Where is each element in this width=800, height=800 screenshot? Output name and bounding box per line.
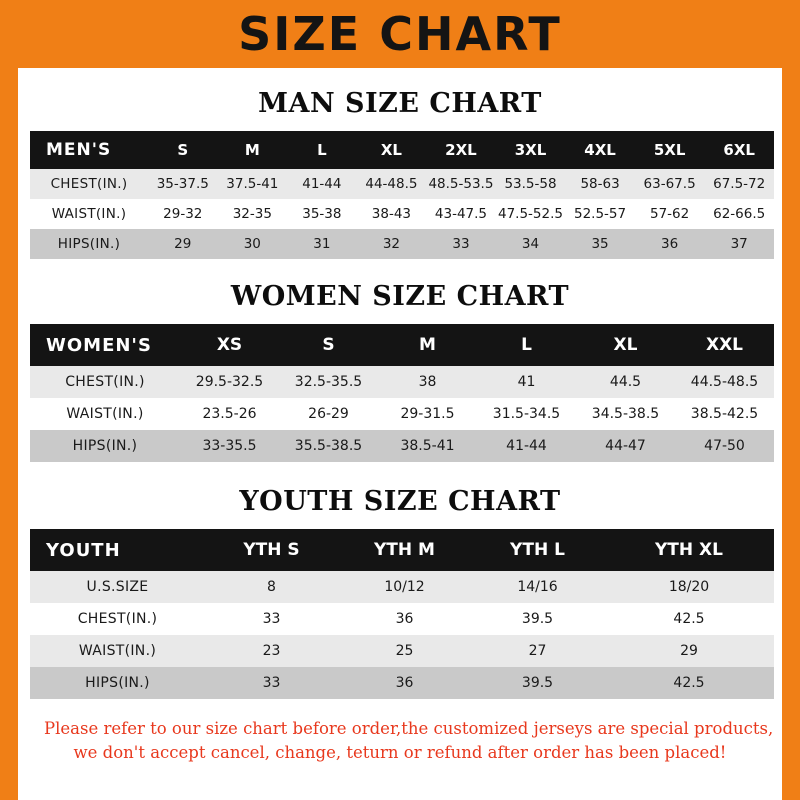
table-cell: 63-67.5 xyxy=(635,169,705,199)
youth-header-cell: YTH M xyxy=(338,529,471,571)
footer-note xyxy=(30,717,774,765)
page-banner xyxy=(0,0,800,68)
row-label: WAIST(IN.) xyxy=(30,398,180,430)
row-label: U.S.SIZE xyxy=(30,571,205,603)
table-cell: 38 xyxy=(378,366,477,398)
table-cell: 35-37.5 xyxy=(148,169,218,199)
table-cell: 32.5-35.5 xyxy=(279,366,378,398)
table-row xyxy=(30,366,774,398)
table-cell: 35-38 xyxy=(287,199,357,229)
table-cell: 37.5-41 xyxy=(218,169,288,199)
table-cell: 31 xyxy=(287,229,357,259)
youth-header-cell: YTH XL xyxy=(604,529,774,571)
man-header-cell: M xyxy=(218,131,288,169)
table-cell: 67.5-72 xyxy=(704,169,774,199)
table-cell: 34.5-38.5 xyxy=(576,398,675,430)
table-cell: 41 xyxy=(477,366,576,398)
table-cell: 62-66.5 xyxy=(704,199,774,229)
table-cell: 29-31.5 xyxy=(378,398,477,430)
women-header-cell: XXL xyxy=(675,324,774,366)
row-label: WAIST(IN.) xyxy=(30,199,148,229)
table-cell: 29 xyxy=(604,635,774,667)
table-cell: 35.5-38.5 xyxy=(279,430,378,462)
table-cell: 32-35 xyxy=(218,199,288,229)
women-section-title: WOMEN SIZE CHART xyxy=(230,281,570,312)
man-section-title: MAN SIZE CHART xyxy=(258,88,542,119)
table-cell: 44.5-48.5 xyxy=(675,366,774,398)
table-cell: 34 xyxy=(496,229,566,259)
table-cell: 38.5-41 xyxy=(378,430,477,462)
table-cell: 47.5-52.5 xyxy=(496,199,566,229)
man-header-cell: S xyxy=(148,131,218,169)
table-cell: 35 xyxy=(565,229,635,259)
table-cell: 23 xyxy=(205,635,338,667)
table-row xyxy=(30,603,774,635)
table-cell: 36 xyxy=(635,229,705,259)
women-size-table xyxy=(30,324,774,462)
table-cell: 38-43 xyxy=(357,199,427,229)
table-cell: 43-47.5 xyxy=(426,199,496,229)
table-cell: 14/16 xyxy=(471,571,604,603)
table-row xyxy=(30,667,774,699)
table-cell: 36 xyxy=(338,603,471,635)
man-header-cell: 5XL xyxy=(635,131,705,169)
table-row xyxy=(30,398,774,430)
youth-header-cell: YTH S xyxy=(205,529,338,571)
table-cell: 8 xyxy=(205,571,338,603)
row-label: HIPS(IN.) xyxy=(30,667,205,699)
man-header-cell: L xyxy=(287,131,357,169)
table-cell: 36 xyxy=(338,667,471,699)
table-cell: 29.5-32.5 xyxy=(180,366,279,398)
table-cell: 23.5-26 xyxy=(180,398,279,430)
footer-note-line-1: Please refer to our size chart before order,the customized jerseys are special products, xyxy=(44,719,774,738)
table-cell: 33-35.5 xyxy=(180,430,279,462)
table-cell: 58-63 xyxy=(565,169,635,199)
table-row xyxy=(30,430,774,462)
man-header-cell: 2XL xyxy=(426,131,496,169)
table-cell: 32 xyxy=(357,229,427,259)
women-header-cell: S xyxy=(279,324,378,366)
row-label: CHEST(IN.) xyxy=(30,169,148,199)
table-cell: 42.5 xyxy=(604,667,774,699)
women-header-cell: WOMEN'S xyxy=(30,324,180,366)
table-row xyxy=(30,571,774,603)
table-row xyxy=(30,199,774,229)
table-cell: 39.5 xyxy=(471,603,604,635)
table-cell: 37 xyxy=(704,229,774,259)
table-cell: 18/20 xyxy=(604,571,774,603)
women-header-cell: L xyxy=(477,324,576,366)
youth-header-cell: YOUTH xyxy=(30,529,205,571)
table-cell: 33 xyxy=(205,603,338,635)
youth-table-header-row xyxy=(30,529,774,571)
table-cell: 52.5-57 xyxy=(565,199,635,229)
table-cell: 42.5 xyxy=(604,603,774,635)
youth-section-title: YOUTH SIZE CHART xyxy=(239,486,561,517)
man-size-table xyxy=(30,131,774,259)
row-label: CHEST(IN.) xyxy=(30,603,205,635)
table-cell: 25 xyxy=(338,635,471,667)
man-header-cell: 3XL xyxy=(496,131,566,169)
table-cell: 30 xyxy=(218,229,288,259)
table-cell: 44-47 xyxy=(576,430,675,462)
man-header-cell: 6XL xyxy=(704,131,774,169)
table-cell: 47-50 xyxy=(675,430,774,462)
women-header-cell: M xyxy=(378,324,477,366)
table-cell: 48.5-53.5 xyxy=(426,169,496,199)
table-cell: 29 xyxy=(148,229,218,259)
table-cell: 41-44 xyxy=(477,430,576,462)
man-header-cell: 4XL xyxy=(565,131,635,169)
table-cell: 57-62 xyxy=(635,199,705,229)
table-cell: 27 xyxy=(471,635,604,667)
row-label: HIPS(IN.) xyxy=(30,430,180,462)
table-cell: 44.5 xyxy=(576,366,675,398)
youth-size-table xyxy=(30,529,774,699)
table-row xyxy=(30,229,774,259)
table-cell: 33 xyxy=(205,667,338,699)
row-label: WAIST(IN.) xyxy=(30,635,205,667)
man-table-header-row xyxy=(30,131,774,169)
women-header-cell: XS xyxy=(180,324,279,366)
row-label: CHEST(IN.) xyxy=(30,366,180,398)
table-cell: 39.5 xyxy=(471,667,604,699)
table-cell: 38.5-42.5 xyxy=(675,398,774,430)
table-cell: 53.5-58 xyxy=(496,169,566,199)
table-row xyxy=(30,169,774,199)
chart-content xyxy=(18,88,782,765)
man-header-cell: XL xyxy=(357,131,427,169)
table-cell: 10/12 xyxy=(338,571,471,603)
table-cell: 29-32 xyxy=(148,199,218,229)
table-row xyxy=(30,635,774,667)
table-cell: 44-48.5 xyxy=(357,169,427,199)
table-cell: 33 xyxy=(426,229,496,259)
table-cell: 41-44 xyxy=(287,169,357,199)
table-cell: 31.5-34.5 xyxy=(477,398,576,430)
women-table-header-row xyxy=(30,324,774,366)
row-label: HIPS(IN.) xyxy=(30,229,148,259)
table-cell: 26-29 xyxy=(279,398,378,430)
youth-header-cell: YTH L xyxy=(471,529,604,571)
footer-note-line-2: we don't accept cancel, change, teturn or refund after order has been placed! xyxy=(73,742,727,762)
man-header-cell: MEN'S xyxy=(30,131,148,169)
women-header-cell: XL xyxy=(576,324,675,366)
page-title: SIZE CHART xyxy=(238,7,562,61)
